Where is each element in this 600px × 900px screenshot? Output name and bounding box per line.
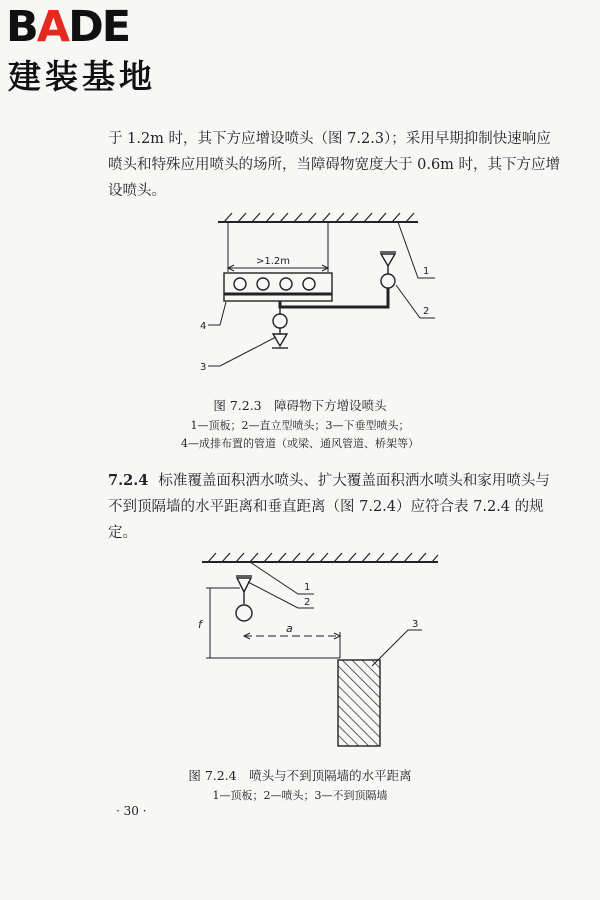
pipe-row-obstruction <box>224 273 332 301</box>
dimension-label: >1.2m <box>256 256 291 267</box>
label-f: f <box>198 618 202 631</box>
callout-1: 1 <box>423 266 430 277</box>
pendent-sprinkler <box>272 307 288 348</box>
dimension-a <box>244 632 340 658</box>
callout-2: 2 <box>304 597 311 608</box>
figure-7-2-3-caption: 图 7.2.3 障碍物下方增设喷头 <box>213 398 387 413</box>
section-7-2-4-paragraph <box>108 468 563 546</box>
upright-sprinkler <box>380 252 396 288</box>
dimension-f <box>206 588 340 658</box>
section-number: 7.2.4 <box>108 472 149 489</box>
callout-2: 2 <box>423 306 430 317</box>
callout-3: 3 <box>200 362 207 373</box>
figure-7-2-4-caption: 图 7.2.4 喷头与不到顶隔墙的水平距离 <box>188 768 412 783</box>
label-a: a <box>286 622 293 635</box>
leader-lines <box>248 562 422 666</box>
logo-wordmark: BADE <box>6 2 130 52</box>
figure-7-2-3-diagram <box>180 210 480 385</box>
section-text: 标准覆盖面积洒水喷头、扩大覆盖面积洒水喷头和家用喷头与不到顶隔墙的水平距离和垂直距离（图 7.2.4）应符合表 7.2.4 的规定。 <box>108 473 550 541</box>
callout-4: 4 <box>200 321 207 332</box>
ceiling-hatch <box>202 553 438 562</box>
figure-7-2-3-legend-1: 1—顶板；2—直立型喷头；3—下垂型喷头； <box>190 419 410 432</box>
figure-7-2-4-diagram <box>190 548 470 758</box>
figure-7-2-4-legend: 1—顶板；2—喷头；3—不到顶隔墙 <box>212 789 388 802</box>
figure-7-2-3-legend-2: 4—成排布置的管道（或梁、通风管道、桥架等） <box>181 437 419 450</box>
brand-logo <box>6 4 176 98</box>
callout-1: 1 <box>304 582 311 593</box>
logo-chinese-name: 建装基地 <box>8 57 156 96</box>
branch-pipe <box>280 288 388 307</box>
partial-height-wall <box>338 660 380 746</box>
paragraph-continuation: 于 1.2m 时，其下方应增设喷头（图 7.2.3）；采用早期抑制快速响应喷头和特殊应用喷头的场所，当障碍物宽度大于 0.6m 时，其下方应增设喷头。 <box>108 131 561 199</box>
callout-3: 3 <box>412 619 419 630</box>
page-number: · 30 · <box>116 804 147 818</box>
ceiling-hatch <box>218 213 418 222</box>
